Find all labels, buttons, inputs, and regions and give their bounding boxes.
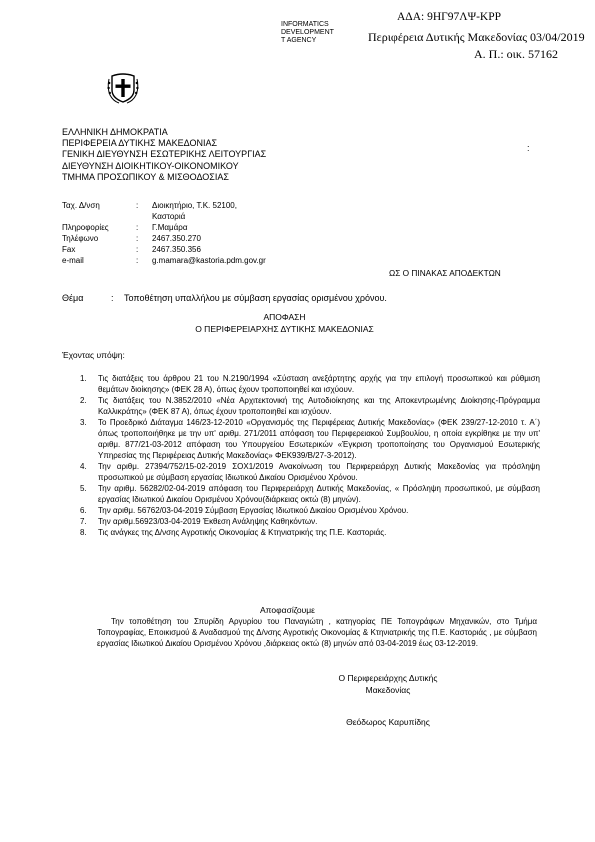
decides-body: Την τοποθέτηση του Σπυρίδη Αργυρίου του Παναγιώτη , κατηγορίας ΠΕ Τοπογράφων Μηχανικών, στο Τμήμα Τοπογραφίας, Εποικισμού & Αναδασμού της Δ/νσης Αγροτικής Οικονομίας & Κτηνιατρικής της Π.Ε. Καστοριάς , με σύμβαση εργασίας Ιδιωτικού Δικαίου Ορισμένου Χρόνου ,διάρκειας οκτώ (8) μηνών από 03-04-2019 έως 03-12-2019. [97,617,537,648]
list-item-number: 8. [80,528,87,537]
considerations-list [80,373,540,538]
subject-label: Θέμα [62,293,84,303]
decision-subtitle: Ο ΠΕΡΙΦΕΡΕΙΑΡΧΗΣ ΔΥΤΙΚΗΣ ΜΑΚΕΔΟΝΙΑΣ [195,324,374,334]
list-item-text: Την αριθμ. 27394/752/15-02-2019 ΣΟΧ1/2019 Ανακοίνωση του Περιφερειάρχη Δυτικής Μακεδονίας για πρόσληψη προσωπικού με σύμβαση εργασίας Ιδιωτικού Δικαίου Ορισμένου Χρόνου. [98,462,540,482]
issuer-line: ΓΕΝΙΚΗ ΔΙΕΥΘΥΝΣΗ ΕΣΩΤΕΡΙΚΗΣ ΛΕΙΤΟΥΡΓΙΑΣ [62,149,267,160]
list-item-text: Την αριθμ.56923/03-04-2019 Έκθεση Ανάληψης Καθηκόντων. [98,517,318,526]
issuer-block [62,127,266,183]
contact-value: Διοικητήριο, Τ.Κ. 52100, [152,201,237,210]
contact-label: Πληροφορίες [62,223,109,232]
list-item-text: Το Προεδρικό Διάταγμα 146/23-12-2010 «Οργανισμός της Περιφέρειας Δυτικής Μακεδονίας» (ΦΕΚ 239/27-12-2010 τ. Α΄) όπως τροποποιήθηκε με την υπ' αριθμ. 271/2011 απόφαση του Περιφερειακού Συμβουλίου, η οποία εγκρίθηκε με την υπ' αριθμ. 877/21-03-2012 απόφαση του Υπουργείου Εσωτερικών «Έγκριση τροποποίησης του Οργανισμού Εσωτερικής Υπηρεσίας της Περιφέρειας Δυτικής Μακεδονίας» ΦΕΚ939/Β/27-3-2012). [98,418,540,460]
issuer-line: ΠΕΡΙΦΕΡΕΙΑ ΔΥΤΙΚΗΣ ΜΑΚΕΔΟΝΙΑΣ [62,138,218,149]
issuer-line: ΕΛΛΗΝΙΚΗ ΔΗΜΟΚΡΑΤΙΑ [62,127,168,137]
list-item [80,395,540,417]
stray-colon: : [527,143,530,153]
contact-label: Τηλέφωνο [62,234,99,243]
decision-title: ΑΠΟΦΑΣΗ [263,312,306,322]
list-item-text: Την αριθμ. 56282/02-04-2019 απόφαση του Περιφερειάρχη Δυτικής Μακεδονίας, « Πρόσληψη προσωπικού, με σύμβαση εργασίας Ιδιωτικού Δικαίου Ορισμένου Χρόνου(διάρκειας οκτώ (8) μηνών). [98,484,540,504]
signature-block [304,673,472,696]
contact-separator: : [136,223,139,232]
list-item-number: 4. [80,462,87,471]
list-item [80,516,540,527]
region-date: Περιφέρεια Δυτικής Μακεδονίας 03/04/2019 [368,30,585,44]
ida-stamp [281,21,334,45]
ada-code: ΑΔΑ: 9ΗΓ97ΛΨ-ΚΡΡ [397,11,502,23]
decision-heading [0,311,595,335]
ida-line: INFORMATICS [281,21,329,28]
contact-separator: : [136,234,139,243]
ida-line: T AGENCY [281,37,317,44]
ida-line: DEVELOPMENT [281,29,334,36]
list-item [80,373,540,395]
issuer-line: ΤΜΗΜΑ ΠΡΟΣΩΠΙΚΟΥ & ΜΙΣΘΟΔΟΣΙΑΣ [62,171,229,182]
contact-separator: : [136,245,139,254]
list-item [80,461,540,483]
greek-coat-of-arms-icon [106,71,140,105]
contact-value: Γ.Μαμάρα [152,223,188,232]
list-item [80,527,540,538]
list-item-number: 5. [80,484,87,493]
list-item-text: Την αριθμ. 56762/03-04-2019 Σύμβαση Εργασίας Ιδιωτικού Δικαίου Ορισμένου Χρόνου. [98,506,409,515]
protocol-number: Α. Π.: οικ. 57162 [474,47,558,61]
list-item-number: 1. [80,374,87,383]
contact-value: Καστοριά [152,212,186,221]
recipients-line: ΩΣ Ο ΠΙΝΑΚΑΣ ΑΠΟΔΕΚΤΩΝ [389,268,501,278]
issuer-line: ΔΙΕΥΘΥΝΣΗ ΔΙΟΙΚΗΤΙΚΟΥ-ΟΙΚΟΝΟΜΙΚΟΥ [62,160,239,171]
list-item-number: 6. [80,506,87,515]
contact-value: 2467.350.356 [152,245,201,254]
email-link[interactable]: g.mamara@kastoria.pdm.gov.gr [152,256,266,265]
signature-role: Μακεδονίας [365,684,411,695]
decides-title: Αποφασίζουμε [260,605,315,615]
signature-role: Ο Περιφερειάρχης Δυτικής [338,673,438,683]
list-item-text: Τις ανάγκες της Δ/νσης Αγροτικής Οικονομίας & Κτηνιατρικής της Π.Ε. Καστοριάς. [98,528,387,537]
contact-label: Ταχ. Δ/νση [62,201,100,210]
list-item-number: 3. [80,418,87,427]
subject-separator: : [111,293,114,303]
contact-label: Fax [62,245,76,254]
list-item-text: Τις διατάξεις του Ν.3852/2010 «Νέα Αρχιτεκτονική της Αυτοδιοίκησης και της Αποκεντρωμένης Διοίκησης-Πρόγραμμα Καλλικράτης» (ΦΕΚ 87 Α), όπως έχουν τροποποιηθεί και ισχύουν. [98,396,540,416]
list-item-text: Τις διατάξεις του άρθρου 21 του Ν.2190/1994 «Σύσταση ανεξάρτητης αρχής για την επιλογή προσωπικού και ρύθμιση θεμάτων διοίκησης» (ΦΕΚ 28 Α), όπως έχουν τροποποιηθεί και ισχύουν. [98,374,540,394]
considering-label: Έχοντας υπόψη: [62,350,125,360]
list-item [80,483,540,505]
signature-name: Θεόδωρος Καρυπίδης [346,717,430,727]
contact-separator: : [136,201,139,210]
list-item-number: 2. [80,396,87,405]
contact-value: 2467.350.270 [152,234,201,243]
list-item [80,505,540,516]
list-item-number: 7. [80,517,87,526]
contact-label: e-mail [62,256,84,265]
list-item [80,417,540,461]
subject-text: Τοποθέτηση υπαλλήλου με σύμβαση εργασίας ορισμένου χρόνου. [124,293,387,303]
decides-heading [0,605,595,615]
contact-separator: : [136,256,139,265]
